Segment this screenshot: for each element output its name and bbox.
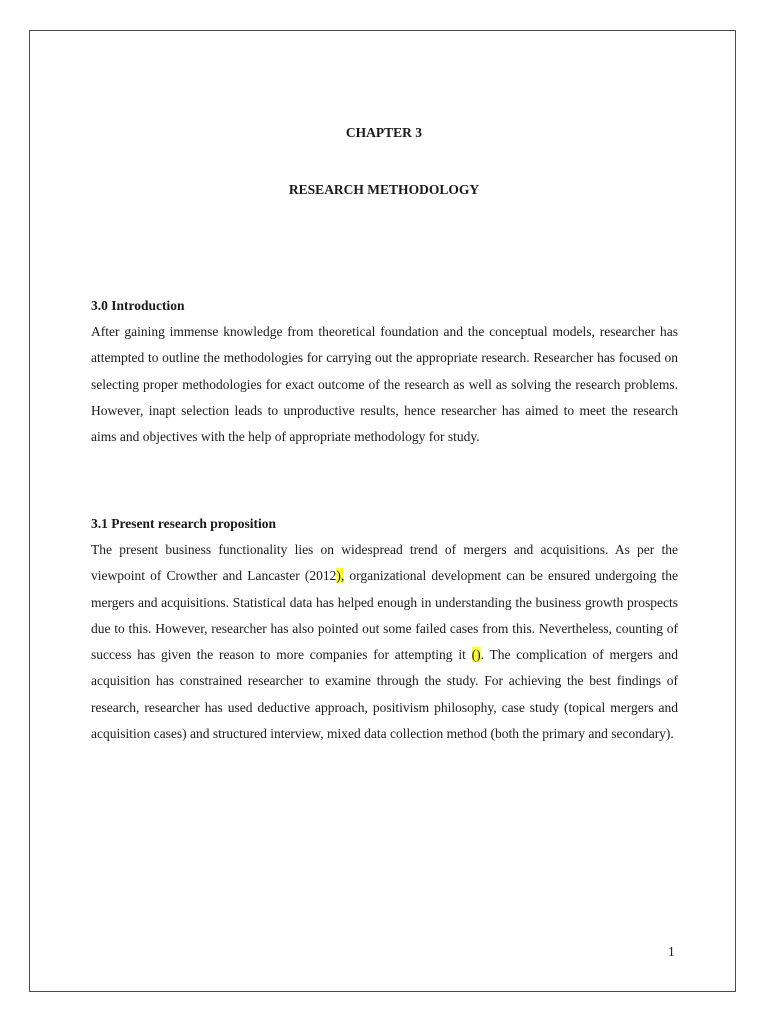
chapter-number: CHAPTER 3	[345, 125, 423, 140]
paragraph-text: The present business functionality lies on widespread trend of mergers and acquisitions. As per the viewpoint of Crowther and Lancaster (2012	[91, 542, 678, 584]
page-border	[29, 30, 736, 992]
paragraph-text: organizational development can be ensured undergoing the mergers and acquisitions. Statistical data has helped enough in understanding the business growth prospects due to this. However, researcher has also pointed out some failed cases from this. Nevertheless, counting of success has given the reason to more companies for attempting it	[91, 568, 678, 663]
chapter-title: RESEARCH METHODOLOGY	[288, 182, 480, 197]
section-paragraph	[91, 537, 678, 747]
section-present-research-proposition	[91, 515, 678, 747]
paragraph-text: . The complication of mergers and acquisition has constrained researcher to examine through the study. For achieving the best findings of research, researcher has used deductive approach, positivism philosophy, case study (topical mergers and acquisition cases) and structured interview, mixed data collection method (both the primary and secondary).	[91, 647, 678, 742]
highlighted-citation: ()	[471, 647, 481, 663]
section-paragraph: After gaining immense knowledge from theoretical foundation and the conceptual models, researcher has attempted to outline the methodologies for carrying out the appropriate research. Researcher has focused on selecting proper methodologies for exact outcome of the research as well as solving the research problems. However, inapt selection leads to unproductive results, hence researcher has aimed to meet the research aims and objectives with the help of appropriate methodology for study.	[91, 324, 678, 445]
page-number: 1	[668, 944, 675, 959]
highlighted-citation: ),	[336, 568, 345, 584]
section-introduction	[91, 297, 678, 450]
section-heading: 3.0 Introduction	[91, 298, 185, 313]
section-heading: 3.1 Present research proposition	[91, 516, 276, 531]
